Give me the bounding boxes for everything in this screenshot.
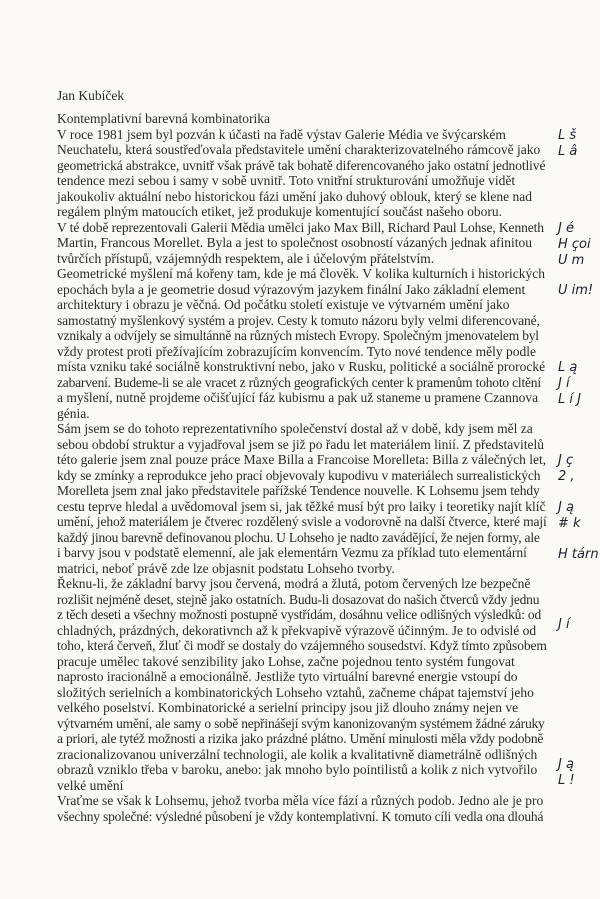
margin-note: L ą: [558, 360, 578, 375]
margin-note: L â: [558, 144, 578, 159]
margin-note: # k: [558, 516, 581, 531]
margin-note: J í: [558, 376, 570, 391]
text-line: Geometrické myšlení má kořeny tam, kde je má člověk. V kolika kulturních i historických: [57, 266, 546, 281]
text-line: génia.: [57, 405, 90, 421]
margin-note: H tárn: [558, 547, 599, 562]
margin-note: 2 ,: [558, 469, 575, 484]
text-line: a myšlení, nutně projdeme očišťující fáz kubismu a pak už staneme u pramene Czannova: [57, 390, 539, 405]
text-line: Vraťme se však k Lohsemu, jehož tvorba měla více fází a různých podob. Jedno ale je pro: [57, 793, 544, 808]
text-line: naprosto iracionálně a emocionálně. Jestliže tyto virtuální barevné energie vstoupí do: [57, 669, 518, 684]
margin-note: J ą: [558, 500, 574, 515]
text-line: samostatný myšlenkový systém a projev. Cesty k tomuto názoru byly velmi diferencované,: [57, 312, 540, 328]
text-line: matrici, neboť právě zde lze objasnit podstatu Lohseho tvorby.: [57, 560, 395, 576]
text-line: V té době reprezentovali Galerii Mědia umělci jako Max Bill, Richard Paul Lohse, Kenneth: [57, 219, 544, 235]
margin-note: L í J: [558, 392, 581, 407]
author-name: Jan Kubíček: [57, 88, 125, 103]
text-line: místa vzniku také sociálně konstruktivní nebo, jako v Rusku, politické a sociálně prorocké: [57, 359, 546, 374]
text-line: výtvarném umění, ale samy o sobě nepřinášejí svým kanonizovaným systémem žádné záruky: [57, 715, 545, 731]
text-line: V roce 1981 jsem byl pozván k účasti na řadě výstav Galerie Média ve švýcarském: [57, 126, 506, 142]
text-line: toho, která červeň, žluť či modř se dostaly do vzájemného sousedství. Když tímto způsobem: [57, 638, 547, 653]
margin-note: L !: [558, 773, 575, 788]
text-line: cestu teprve hledal a uvědomoval jsem si, jak těžké musí být pro laiky i teoretiky najít klíč: [57, 498, 546, 514]
margin-note: J í: [558, 617, 570, 632]
text-line: Řeknu-li, že základní barvy jsou červená, modrá a žlutá, potom červených lze bezpečně: [57, 576, 531, 591]
text-line: epochách byla a je geometrie dosud výrazovým jazykem finální Jako základní element: [57, 281, 526, 297]
text-line: Martin, Francous Morellet. Byla a jest to společnost osobností vázaných jednak afinitou: [57, 235, 533, 250]
text-line: rozlišit nejméně deset, stejně jako ostatních. Budu-li dosazovat do našich čtverců vždy jednu: [57, 591, 540, 607]
margin-note: J ç: [558, 453, 574, 468]
margin-note: U im!: [558, 283, 594, 298]
document-body: [57, 111, 549, 824]
text-line: jakoukoliv aktuální nebo historickou fázi umění jako duhový oblouk, který se klene nad: [57, 188, 533, 204]
text-line: tendence mezi sebou i samy v sobě uvnitř. Toto vnitřní strukturování umožňuje vidět: [57, 173, 516, 188]
text-line: regálem plným matoucích etiket, jež produkuje komentující součást našeho oboru.: [57, 204, 502, 219]
text-line: architektury i obrazu je věčná. Od počátku století existuje ve výtvarném umění jako: [57, 297, 510, 312]
margin-note: L š: [558, 128, 577, 143]
text-line: sebou období struktur a vyjadřoval jsem se již po řadu let materiálem linií. Z představitelů: [57, 436, 545, 452]
margin-note: H çoi: [558, 237, 591, 252]
text-line: každý jinou barevně definovanou plochu. U Lohseho je nadto zavádějící, že nejen formy, ale: [57, 529, 540, 545]
text-line: obrazů vzniklo třeba v baroku, anebo: jak mnoho bylo pointilistů a kolik z nich vytvořilo: [57, 762, 538, 777]
text-line: kdy se zmínky a reprodukce jeho prací objevovaly kupodivu v materiálech surrealistických: [57, 467, 541, 483]
text-line: vznikaly a odvíjely se simultánně na různých místech Evropy. Společným jmenovatelem byl: [57, 328, 539, 343]
text-line: Neuchatelu, která soustřeďovala představitele umění charakterizovatelného rámcově jako: [57, 142, 541, 157]
text-line: vždy protest proti přežívajícím zobrazujícím konvencím. Tyto nové tendence měly podle: [57, 343, 537, 359]
text-line: geometrická abstrakce, uvnitř však právě tak bohatě diferencovaného jako ostatní jednotlivé: [57, 157, 546, 173]
text-line: a priori, ale tytéž možnosti a rizika jako prázdné plátno. Umění minulosti měla vždy podobně: [57, 731, 544, 746]
text-line: velkého poselství. Kombinatorické a serielní principy jsou již dlouho známy nejen ve: [57, 700, 519, 715]
text-line: Morelleta jsem znal jako představitele pařížské Tendence nouvelle. K Lohsemu jsem tehdy: [57, 483, 540, 498]
text-line: zracionalizovanou univerzální technologii, ale kolik a kvalitativně diametrálně odlišných: [57, 746, 538, 762]
margin-note: J é: [558, 221, 574, 236]
text-line: umění, jehož materiálem je čtverec rozdělený svisle a vodorovně na další čtverce, které mají: [57, 514, 547, 529]
text-line: složitých serielních a kombinatorických Lohseho vztahů, začneme chápat tajemství jeho: [57, 684, 534, 700]
text-line: i barvy jsou v podstatě elemenní, ale jak elementárn Vezmu za příklad tuto elementární: [57, 545, 527, 560]
document-title: Kontemplativní barevná kombinatorika: [57, 111, 270, 126]
text-line: pracuje umělec takové senzibility jako Lohse, začne pojednou tento systém fungovat: [57, 653, 515, 669]
margin-note: U m: [558, 253, 585, 268]
text-line: chladných, prázdných, dekorativnch až k překvapivě výrazově účinným. Je to odvislé od: [57, 622, 537, 638]
text-line: zabarvení. Budeme-li se ale vracet z různých geografických center k pramenům tohoto cltění: [57, 374, 541, 390]
text-line: této galerie jsem znal pouze práce Maxe Billa a Francoise Morelleta: Billa z válečných let,: [57, 452, 547, 467]
text-line: Sám jsem se do tohoto reprezentativního společenství dostal až v době, kdy jsem měl za: [57, 421, 533, 436]
margin-note: J ą: [558, 757, 574, 772]
text-line: velké umění: [57, 777, 124, 793]
text-line: z těch deseti a všechny možnosti postupně vystřídám, dosáhnu velice odlišných výsledků: od: [57, 607, 542, 622]
text-line: všechny společné: výsledné působení je vždy kontemplativní. K tomuto cíli vedla ona dlouhá: [57, 808, 544, 824]
text-line: tvůrčích přístupů, vzájemnýdh respektem, ale i účelovým přátelstvím.: [57, 250, 435, 266]
